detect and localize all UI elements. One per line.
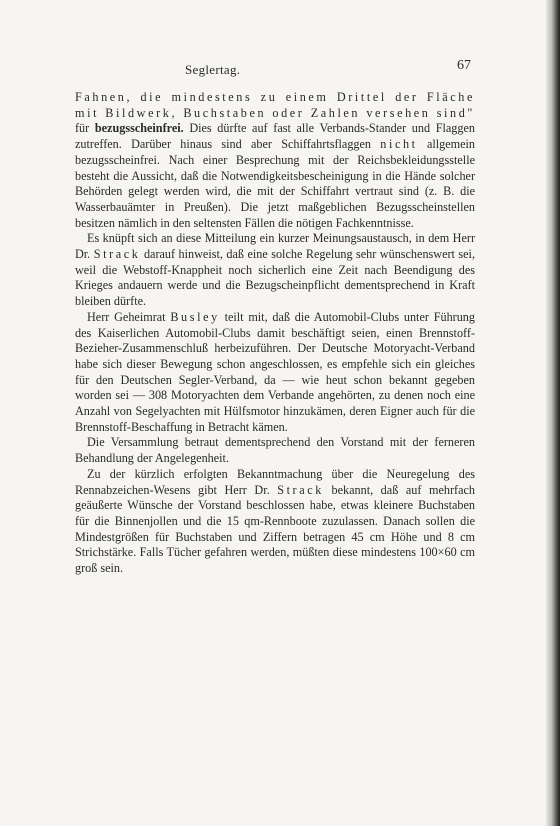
page-header: [75, 58, 475, 82]
text-segment: Zu der kürzlich erfolgten Bekanntmachung über die Neuregelung des Rennabzeichen-Wesens gibt Herr Dr.: [75, 466, 475, 497]
body-text: [75, 90, 475, 577]
paragraph-4: [75, 435, 475, 466]
page-number: 67: [457, 58, 471, 73]
text-segment: Die Versammlung betraut dementsprechend den Vorstand mit der ferneren Behandlung der Angelegenheit.: [75, 435, 475, 466]
text-segment: teilt mit, daß die Automobil-Clubs unter Führung des Kaiserlichen Automobil-Clubs damit beschäftigt seien, einen Brennstoff-Bezieher-Zusammenschluß herbeizuführen. Der Deutsche Motoryacht-Verband habe sich dieser Bewegung schon angeschlossen, es empfehle sich ein gleiches für den Deutschen Segler-Verband, da — wie heut schon bekannt gegeben worden sei — 308 Motoryachten dem Verbande angehörten, zu denen noch eine Anzahl von Segelyachten mit Hülfsmotor hinzukämen, deren Eigner auch für die Brennstoff-Beschaffung in Betracht kämen.: [75, 309, 475, 434]
text-segment: Strack: [277, 482, 324, 497]
book-page: [75, 58, 475, 577]
text-segment: nicht: [380, 137, 418, 152]
text-segment: darauf hinweist, daß eine solche Regelung sehr wünschenswert sei, weil die Webstoff-Knappheit noch sicherlich eine Zeit nach Beendigung des Krieges andauern werde und die Bezugscheinpflicht dementsprechend in Kraft bleiben dürfte.: [75, 247, 475, 309]
text-segment: Es knüpft sich an diese Mitteilung ein kurzer Meinungsaustausch, in dem Herr Dr.: [75, 231, 475, 262]
text-segment: Dies dürfte auf fast alle Verbands-Stander und Flaggen zutreffen. Darüber hinaus sind aber Schiffahrtsflaggen: [75, 121, 475, 152]
text-segment: Herr Geheimrat: [87, 309, 171, 324]
text-segment: Busley: [170, 309, 220, 324]
text-segment: allgemein bezugsscheinfrei. Nach einer Besprechung mit der Reichsbekleidungsstelle besteht die Aussicht, daß die Notwendigkeitsbescheinigung in die Hände solcher Behörden gelegt werden wird, die mit der Schiffahrt vertraut sind (z. B. die Wasserbauämter in Preußen). Die jetzt maßgeblichen Bezugsscheinstellen besitzen nämlich in den seltensten Fällen die nötigen Fachkenntnisse.: [75, 137, 476, 230]
text-segment: für: [75, 121, 95, 136]
text-segment: bekannt, daß auf mehrfach geäußerte Wünsche der Vorstand beschlossen habe, etwas kleinere Buchstaben für die Binnenjollen und die 15 qm-Rennboote zuzulassen. Danach sollen die Mindestgrößen für Buchstaben und Ziffern betragen 45 cm Höhe und 8 cm Strichstärke. Falls Tücher gefahren werden, müßten diese mindestens 100×60 cm groß sein.: [75, 482, 475, 576]
running-head: Seglertag.: [185, 62, 241, 77]
paragraph-3: [75, 310, 475, 436]
text-segment-bold: bezugsscheinfrei.: [94, 121, 184, 136]
paragraph-1: [75, 90, 475, 231]
paragraph-2: [75, 231, 475, 310]
book-spine-shadow: [546, 0, 560, 826]
text-segment: Strack: [93, 247, 141, 262]
text-segment: Fahnen, die mindestens zu einem Drittel der Fläche mit Bildwerk, Buchstaben oder Zahlen versehen sind": [75, 90, 475, 120]
paragraph-5: [75, 467, 475, 577]
